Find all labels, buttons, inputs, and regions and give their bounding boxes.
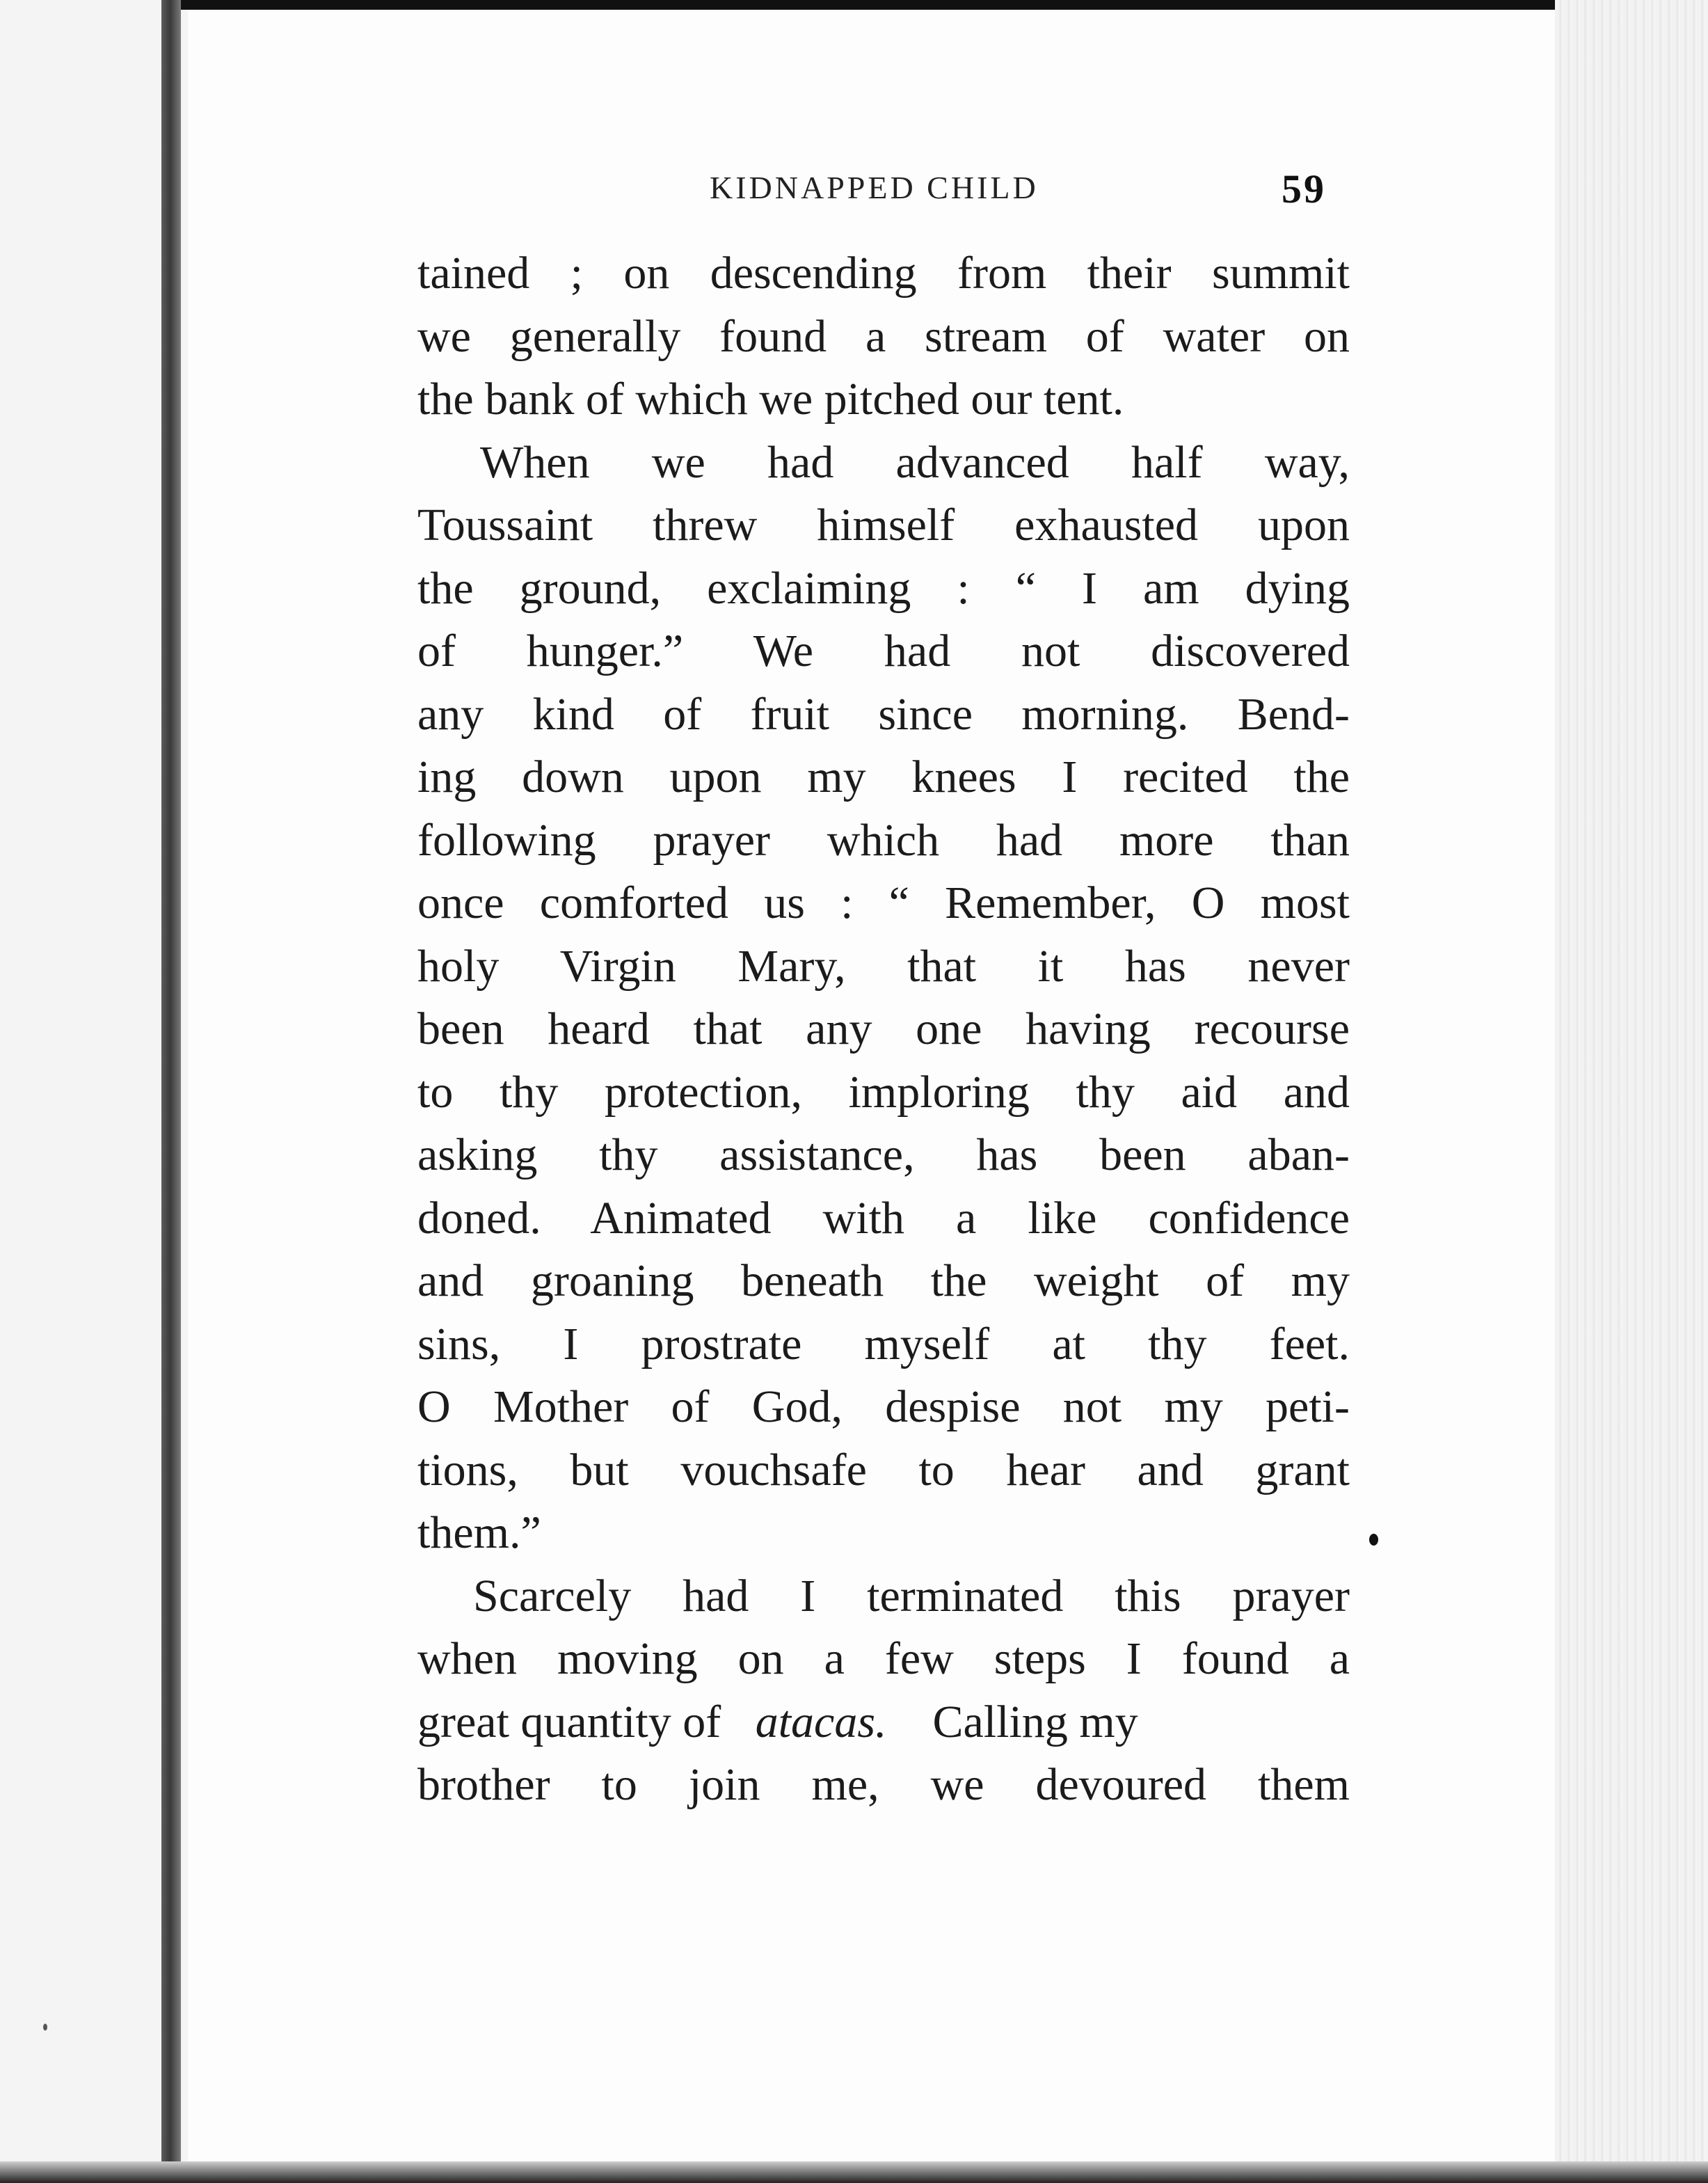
scan-bottom-edge bbox=[0, 2161, 1708, 2183]
text-line: any kind of fruit since morning. Bend- bbox=[417, 688, 1350, 740]
text-line: following prayer which had more than bbox=[417, 814, 1350, 866]
text-line: sins, I prostrate myself at thy feet. bbox=[417, 1318, 1350, 1370]
page-stack-edge bbox=[1555, 0, 1708, 2183]
body-text bbox=[417, 242, 1350, 1817]
text-fragment: great quantity of bbox=[417, 1696, 721, 1747]
ink-speck bbox=[43, 2024, 47, 2031]
text-line: to thy protection, imploring thy aid and bbox=[417, 1066, 1350, 1118]
text-line: once comforted us : “ Remember, O most bbox=[417, 878, 1350, 928]
text-line: the ground, exclaiming : “ I am dying bbox=[417, 562, 1350, 614]
page-gutter bbox=[0, 0, 188, 2183]
text-fragment: Calling my bbox=[932, 1696, 1138, 1747]
text-line: and groaning beneath the weight of my bbox=[417, 1255, 1350, 1306]
scan-top-edge bbox=[181, 0, 1708, 10]
text-line: brother to join me, we devoured them bbox=[417, 1759, 1350, 1810]
text-line: holy Virgin Mary, that it has never bbox=[417, 940, 1350, 992]
text-line: the bank of which we pitched our tent. bbox=[417, 374, 1124, 424]
text-line: Toussaint threw himself exhausted upon bbox=[417, 500, 1350, 550]
text-line bbox=[417, 1691, 1350, 1754]
text-line: tions, but vouchsafe to hear and grant bbox=[417, 1444, 1350, 1495]
paragraph-first-line: When we had advanced half way, bbox=[480, 436, 1350, 488]
italic-term: atacas. bbox=[755, 1696, 887, 1747]
text-line: asking thy assistance, has been aban- bbox=[417, 1129, 1350, 1180]
text-line: we generally found a stream of water on bbox=[417, 310, 1350, 362]
text-line: them.” bbox=[417, 1507, 541, 1558]
text-line: when moving on a few steps I found a bbox=[417, 1633, 1350, 1684]
paragraph-first-line: Scarcely had I terminated this prayer bbox=[473, 1570, 1350, 1621]
page-number: 59 bbox=[1282, 166, 1326, 212]
text-line: been heard that any one having recourse bbox=[417, 1003, 1350, 1054]
text-line: doned. Animated with a like confidence bbox=[417, 1192, 1350, 1244]
text-line: ing down upon my knees I recited the bbox=[417, 752, 1350, 802]
book-binding bbox=[161, 0, 181, 2183]
text-line: O Mother of God, despise not my peti- bbox=[417, 1381, 1350, 1432]
text-line: of hunger.” We had not discovered bbox=[417, 626, 1350, 676]
text-line: tained ; on descending from their summit bbox=[417, 248, 1350, 299]
running-title: KIDNAPPED CHILD bbox=[710, 170, 1039, 205]
ink-speck bbox=[1369, 1534, 1378, 1546]
